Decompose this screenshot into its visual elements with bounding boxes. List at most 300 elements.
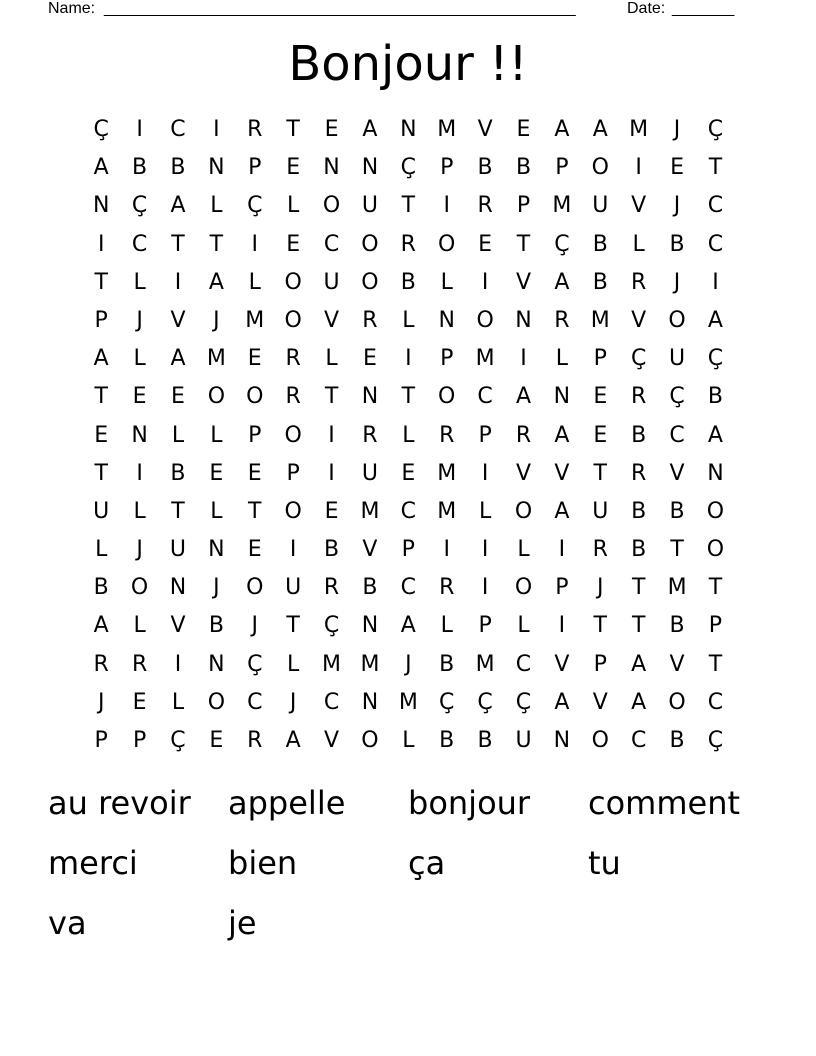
grid-letter[interactable]: R [285, 346, 301, 372]
grid-letter[interactable]: E [247, 460, 262, 486]
grid-letter[interactable]: A [170, 193, 186, 219]
grid-letter[interactable]: J [136, 307, 143, 333]
grid-letter[interactable]: Ç [439, 689, 455, 715]
grid-letter[interactable]: U [93, 498, 110, 524]
grid-letter[interactable]: C [170, 117, 186, 142]
grid-letter[interactable]: A [631, 651, 647, 677]
grid-letter[interactable]: P [94, 728, 108, 753]
grid-letter[interactable]: E [132, 384, 147, 410]
grid-letter[interactable]: O [514, 498, 533, 524]
grid-letter[interactable]: V [669, 651, 685, 677]
grid-letter[interactable]: B [707, 384, 723, 410]
grid-letter[interactable]: L [555, 346, 569, 372]
grid-letter[interactable]: I [558, 537, 566, 563]
grid-letter[interactable]: A [400, 613, 416, 639]
grid-letter[interactable]: O [284, 498, 302, 524]
grid-letter[interactable]: P [248, 422, 262, 448]
grid-letter[interactable]: N [323, 155, 340, 181]
grid-letter[interactable]: C [323, 689, 340, 715]
grid-letter[interactable]: M [590, 307, 610, 333]
grid-letter[interactable]: B [208, 613, 224, 639]
grid-letter[interactable]: M [322, 651, 342, 677]
grid-letter[interactable]: U [515, 728, 532, 753]
grid-letter[interactable]: R [631, 460, 647, 486]
grid-letter[interactable]: T [94, 384, 108, 410]
grid-letter[interactable]: M [245, 307, 265, 333]
grid-letter[interactable]: R [93, 651, 109, 677]
word-bank-item: ça [408, 844, 446, 882]
grid-letter[interactable]: C [247, 689, 263, 715]
grid-letter[interactable]: B [362, 575, 378, 601]
grid-letter[interactable]: I [136, 460, 143, 486]
grid-letter[interactable]: C [477, 384, 493, 410]
grid-letter[interactable]: I [443, 193, 450, 219]
grid-letter[interactable]: Ç [669, 384, 685, 410]
grid-letter[interactable]: U [592, 193, 609, 219]
grid-letter[interactable]: T [516, 231, 531, 257]
grid-letter[interactable]: E [670, 155, 684, 181]
grid-letter[interactable]: J [405, 651, 412, 677]
grid-letter[interactable]: O [322, 193, 341, 219]
grid-letter[interactable]: O [591, 728, 609, 753]
grid-letter[interactable]: T [171, 498, 185, 524]
grid-letter[interactable]: B [669, 498, 685, 524]
grid-letter[interactable]: B [669, 728, 685, 753]
grid-letter[interactable]: R [439, 575, 455, 601]
grid-letter[interactable]: O [284, 422, 302, 448]
grid-letter[interactable]: N [208, 155, 225, 181]
grid-letter[interactable]: A [554, 117, 570, 142]
grid-letter[interactable]: I [213, 117, 220, 142]
grid-letter[interactable]: A [592, 117, 608, 142]
grid-letter[interactable]: T [171, 231, 185, 257]
grid-letter[interactable]: L [325, 346, 338, 372]
grid-letter[interactable]: I [481, 537, 489, 563]
grid-letter[interactable]: P [248, 155, 262, 181]
grid-letter[interactable]: A [93, 613, 109, 639]
grid-letter[interactable]: T [248, 498, 262, 524]
grid-letter[interactable]: E [286, 231, 301, 257]
grid-letter[interactable]: B [132, 155, 148, 181]
grid-letter[interactable]: T [708, 155, 723, 181]
grid-letter[interactable]: L [517, 613, 530, 639]
grid-letter[interactable]: B [669, 613, 685, 639]
grid-letter[interactable]: O [514, 575, 533, 601]
grid-letter[interactable]: I [481, 269, 489, 295]
word-bank-item: va [48, 904, 87, 942]
grid-letter[interactable]: E [593, 384, 608, 410]
grid-letter[interactable]: O [591, 155, 609, 181]
grid-letter[interactable]: V [324, 728, 340, 753]
date-label: Date: [627, 0, 666, 17]
grid-letter[interactable]: B [323, 537, 340, 563]
grid-letter[interactable]: L [133, 346, 146, 372]
grid-letter[interactable]: E [362, 346, 377, 372]
grid-letter[interactable]: P [132, 728, 147, 753]
grid-letter[interactable]: L [440, 613, 453, 639]
grid-letter[interactable]: I [405, 346, 412, 372]
grid-letter[interactable]: J [251, 613, 258, 639]
grid-letter[interactable]: L [402, 307, 415, 333]
grid-letter[interactable]: B [631, 537, 647, 563]
grid-letter[interactable]: M [629, 117, 649, 142]
grid-letter[interactable]: P [401, 537, 415, 563]
grid-letter[interactable]: T [94, 460, 108, 486]
grid-letter[interactable]: O [668, 689, 686, 715]
grid-letter[interactable]: N [438, 307, 455, 333]
grid-letter[interactable]: N [361, 613, 379, 639]
grid-letter[interactable]: C [400, 575, 416, 601]
grid-letter[interactable]: A [285, 728, 301, 753]
grid-letter[interactable]: M [206, 346, 226, 372]
grid-letter[interactable]: L [478, 498, 492, 524]
grid-letter[interactable]: O [706, 498, 725, 524]
grid-letter[interactable]: A [93, 346, 109, 372]
grid-letter[interactable]: R [362, 307, 378, 333]
grid-letter[interactable]: C [707, 689, 724, 715]
grid-letter[interactable]: R [285, 384, 301, 410]
grid-letter[interactable]: I [97, 231, 105, 257]
grid-letter[interactable]: B [515, 155, 532, 181]
grid-letter[interactable]: R [515, 422, 532, 448]
grid-letter[interactable]: L [287, 193, 300, 219]
grid-letter[interactable]: Ç [400, 155, 416, 181]
grid-letter[interactable]: C [707, 193, 724, 219]
grid-letter[interactable]: T [708, 575, 723, 601]
grid-letter[interactable]: C [707, 231, 724, 257]
grid-letter[interactable]: L [210, 422, 223, 448]
grid-letter[interactable]: I [481, 575, 489, 601]
grid-letter[interactable]: E [324, 498, 339, 524]
grid-letter[interactable]: A [515, 384, 532, 410]
grid-letter[interactable]: A [93, 155, 109, 181]
grid-letter[interactable]: V [631, 193, 647, 219]
grid-letter[interactable]: L [632, 231, 645, 257]
grid-letter[interactable]: L [440, 269, 453, 295]
grid-letter[interactable]: L [287, 651, 300, 677]
grid-letter[interactable]: C [630, 728, 647, 753]
grid-letter[interactable]: L [133, 269, 146, 295]
grid-letter[interactable]: M [437, 498, 457, 524]
grid-letter[interactable]: Ç [323, 613, 340, 639]
grid-letter[interactable]: I [328, 460, 335, 486]
grid-letter[interactable]: B [669, 231, 685, 257]
word-bank-item: tu [588, 844, 621, 882]
grid-letter[interactable]: P [286, 460, 300, 486]
grid-letter[interactable]: J [97, 689, 105, 715]
grid-letter[interactable]: V [669, 460, 685, 486]
grid-letter[interactable]: E [94, 422, 109, 448]
grid-letter[interactable]: A [554, 269, 570, 295]
grid-letter[interactable]: R [131, 651, 148, 677]
grid-letter[interactable]: J [213, 307, 220, 333]
grid-letter[interactable]: Ç [477, 689, 493, 715]
grid-letter[interactable]: N [92, 193, 110, 219]
grid-letter[interactable]: A [554, 422, 570, 448]
grid-letter[interactable]: B [439, 651, 455, 677]
grid-letter[interactable]: N [169, 575, 187, 601]
grid-letter[interactable]: E [516, 117, 531, 142]
grid-letter[interactable]: V [362, 537, 378, 563]
grid-letter[interactable]: J [673, 193, 681, 219]
grid-letter[interactable]: L [402, 728, 415, 753]
grid-letter[interactable]: C [669, 422, 685, 448]
grid-letter[interactable]: M [475, 346, 495, 372]
grid-letter[interactable]: E [478, 231, 493, 257]
grid-letter[interactable]: E [593, 422, 608, 448]
grid-letter[interactable]: I [481, 460, 489, 486]
grid-letter[interactable]: P [555, 575, 569, 601]
grid-letter[interactable]: R [631, 269, 647, 295]
grid-letter[interactable]: B [93, 575, 109, 601]
grid-letter[interactable]: U [323, 269, 340, 295]
grid-letter[interactable]: V [515, 269, 532, 295]
grid-letter[interactable]: Ç [707, 728, 724, 753]
grid-letter[interactable]: M [437, 117, 457, 142]
grid-letter[interactable]: T [94, 269, 108, 295]
grid-letter[interactable]: L [133, 498, 146, 524]
grid-letter[interactable]: A [208, 269, 224, 295]
grid-letter[interactable]: P [593, 651, 607, 677]
grid-letter[interactable]: A [362, 117, 378, 142]
grid-letter[interactable]: N [707, 460, 724, 486]
grid-letter[interactable]: B [170, 460, 186, 486]
grid-letter[interactable]: I [174, 651, 182, 677]
grid-letter[interactable]: U [361, 460, 378, 486]
grid-letter[interactable]: A [707, 307, 723, 333]
grid-letter[interactable]: M [398, 689, 418, 715]
grid-letter[interactable]: N [400, 117, 417, 142]
grid-letter[interactable]: C [400, 498, 416, 524]
grid-letter[interactable]: O [284, 307, 302, 333]
grid-letter[interactable]: U [669, 346, 686, 372]
grid-letter[interactable]: A [707, 422, 723, 448]
grid-letter[interactable]: N [515, 307, 532, 333]
grid-letter[interactable]: T [631, 613, 646, 639]
grid-letter[interactable]: Ç [554, 231, 570, 257]
grid-letter[interactable]: B [592, 269, 608, 295]
grid-letter[interactable]: E [286, 155, 301, 181]
grid-letter[interactable]: O [130, 575, 149, 601]
grid-letter[interactable]: N [208, 651, 225, 677]
grid-letter[interactable]: L [95, 537, 108, 563]
grid-letter[interactable]: N [131, 422, 148, 448]
grid-letter[interactable]: T [286, 613, 300, 639]
word-bank [48, 778, 788, 958]
grid-letter[interactable]: L [210, 498, 223, 524]
grid-letter[interactable]: U [592, 498, 609, 524]
grid-letter[interactable]: E [171, 384, 185, 410]
grid-letter[interactable]: V [170, 613, 186, 639]
grid-letter[interactable]: Ç [247, 651, 263, 677]
grid-letter[interactable]: R [362, 422, 378, 448]
grid-letter[interactable]: Ç [707, 117, 724, 142]
grid-letter[interactable]: A [554, 689, 570, 715]
grid-letter[interactable]: B [170, 155, 186, 181]
grid-letter[interactable]: I [558, 613, 566, 639]
page-title: Bonjour !! [288, 36, 528, 92]
grid-letter[interactable]: O [284, 269, 302, 295]
grid-letter[interactable]: O [668, 307, 686, 333]
grid-letter[interactable]: Ç [630, 346, 647, 372]
grid-letter[interactable]: J [597, 575, 604, 601]
grid-letter[interactable]: Ç [131, 193, 148, 219]
grid-letter[interactable]: Ç [93, 117, 109, 142]
grid-letter[interactable]: E [209, 728, 224, 753]
grid-letter[interactable]: P [708, 613, 723, 639]
grid-letter[interactable]: T [631, 575, 646, 601]
grid-letter[interactable]: E [247, 346, 262, 372]
grid-letter[interactable]: E [401, 460, 416, 486]
grid-letter[interactable]: C [515, 651, 532, 677]
grid-letter[interactable]: L [171, 422, 185, 448]
grid-letter[interactable]: I [635, 155, 642, 181]
grid-letter[interactable]: P [478, 613, 492, 639]
grid-letter[interactable]: E [247, 537, 262, 563]
grid-letter[interactable]: T [708, 651, 723, 677]
grid-letter[interactable]: J [673, 269, 681, 295]
grid-letter[interactable]: O [246, 575, 264, 601]
grid-letter[interactable]: V [554, 651, 570, 677]
grid-letter[interactable]: T [593, 460, 607, 486]
grid-letter[interactable]: R [400, 231, 416, 257]
grid-letter[interactable]: J [673, 117, 681, 142]
grid-letter[interactable]: N [361, 384, 379, 410]
grid-letter[interactable]: Ç [247, 193, 263, 219]
grid-letter[interactable]: J [289, 689, 297, 715]
grid-letter[interactable]: I [251, 231, 258, 257]
grid-letter[interactable]: O [361, 269, 379, 295]
grid-letter[interactable]: O [207, 384, 226, 410]
grid-letter[interactable]: T [670, 537, 684, 563]
grid-letter[interactable]: T [286, 117, 300, 142]
grid-letter[interactable]: N [361, 689, 379, 715]
grid-letter[interactable]: T [593, 613, 607, 639]
grid-letter[interactable]: A [170, 346, 186, 372]
grid-letter[interactable]: B [439, 728, 455, 753]
grid-letter[interactable]: N [553, 728, 571, 753]
grid-letter[interactable]: M [360, 651, 380, 677]
grid-letter[interactable]: Ç [707, 346, 724, 372]
grid-letter[interactable]: O [207, 689, 226, 715]
grid-letter[interactable]: N [208, 537, 225, 563]
grid-letter[interactable]: O [706, 537, 725, 563]
grid-letter[interactable]: L [517, 537, 530, 563]
grid-letter[interactable]: B [631, 498, 647, 524]
grid-letter[interactable]: T [209, 231, 224, 257]
grid-letter[interactable]: O [361, 231, 379, 257]
grid-letter[interactable]: R [323, 575, 340, 601]
grid-letter[interactable]: C [131, 231, 148, 257]
grid-letter[interactable]: E [132, 689, 147, 715]
grid-letter[interactable]: O [438, 384, 456, 410]
grid-letter[interactable]: M [552, 193, 572, 219]
grid-letter[interactable]: R [247, 728, 263, 753]
grid-letter[interactable]: P [593, 346, 607, 372]
grid-letter[interactable]: L [133, 613, 146, 639]
grid-letter[interactable]: M [475, 651, 495, 677]
grid-letter[interactable]: R [554, 307, 570, 333]
grid-letter[interactable]: L [402, 422, 415, 448]
grid-letter[interactable]: U [285, 575, 302, 601]
grid-letter[interactable]: O [246, 384, 264, 410]
grid-letter[interactable]: V [324, 307, 340, 333]
grid-letter[interactable]: I [443, 537, 450, 563]
grid-letter[interactable]: R [477, 193, 493, 219]
grid-letter[interactable]: A [631, 689, 647, 715]
grid-letter[interactable]: R [439, 422, 455, 448]
grid-letter[interactable]: P [478, 422, 492, 448]
grid-letter[interactable]: R [592, 537, 608, 563]
name-blank-line: _____________________________________________________ [104, 0, 576, 17]
grid-letter[interactable]: P [516, 193, 531, 219]
grid-letter[interactable]: B [631, 422, 647, 448]
grid-letter[interactable]: L [210, 193, 223, 219]
word-bank-item: au revoir [48, 784, 191, 822]
grid-letter[interactable]: I [136, 117, 143, 142]
grid-letter[interactable]: A [554, 498, 570, 524]
grid-letter[interactable]: I [289, 537, 297, 563]
grid-letter[interactable]: I [712, 269, 719, 295]
grid-letter[interactable]: L [171, 689, 185, 715]
grid-letter[interactable]: P [94, 307, 108, 333]
word-bank-item: bonjour [408, 784, 531, 822]
grid-letter[interactable]: P [440, 346, 454, 372]
grid-letter[interactable]: I [174, 269, 182, 295]
grid-letter[interactable]: E [209, 460, 224, 486]
grid-letter[interactable]: M [360, 498, 380, 524]
grid-letter[interactable]: I [520, 346, 527, 372]
grid-letter[interactable]: V [554, 460, 570, 486]
grid-letter[interactable]: T [401, 193, 416, 219]
grid-letter[interactable]: N [361, 155, 379, 181]
grid-letter[interactable]: N [553, 384, 571, 410]
grid-letter[interactable]: P [555, 155, 569, 181]
grid-letter[interactable]: E [324, 117, 339, 142]
grid-letter[interactable]: O [476, 307, 494, 333]
word-bank-item: appelle [228, 784, 346, 822]
grid-letter[interactable]: O [361, 728, 379, 753]
grid-letter[interactable]: J [136, 537, 143, 563]
grid-letter[interactable]: I [328, 422, 335, 448]
grid-letter[interactable]: B [592, 231, 608, 257]
grid-letter[interactable]: B [477, 728, 493, 753]
grid-letter[interactable]: R [631, 384, 647, 410]
grid-letter[interactable]: M [437, 460, 457, 486]
grid-letter[interactable]: M [667, 575, 687, 601]
grid-letter[interactable]: V [515, 460, 532, 486]
grid-letter[interactable]: T [401, 384, 416, 410]
grid-letter[interactable]: P [440, 155, 454, 181]
grid-letter[interactable]: T [324, 384, 339, 410]
grid-letter[interactable]: B [400, 269, 416, 295]
grid-letter[interactable]: O [438, 231, 456, 257]
grid-letter[interactable]: V [631, 307, 647, 333]
grid-letter[interactable]: V [592, 689, 608, 715]
grid-letter[interactable]: Ç [170, 728, 186, 753]
grid-letter[interactable]: U [169, 537, 187, 563]
grid-letter[interactable]: V [170, 307, 186, 333]
grid-letter[interactable]: Ç [515, 689, 532, 715]
grid-letter[interactable]: V [477, 117, 493, 142]
grid-letter[interactable]: C [323, 231, 340, 257]
grid-letter[interactable]: U [361, 193, 378, 219]
grid-letter[interactable]: J [213, 575, 220, 601]
word-bank-item: je [228, 904, 257, 942]
grid-letter[interactable]: B [477, 155, 493, 181]
grid-letter[interactable]: L [248, 269, 261, 295]
grid-letter[interactable]: R [247, 117, 263, 142]
